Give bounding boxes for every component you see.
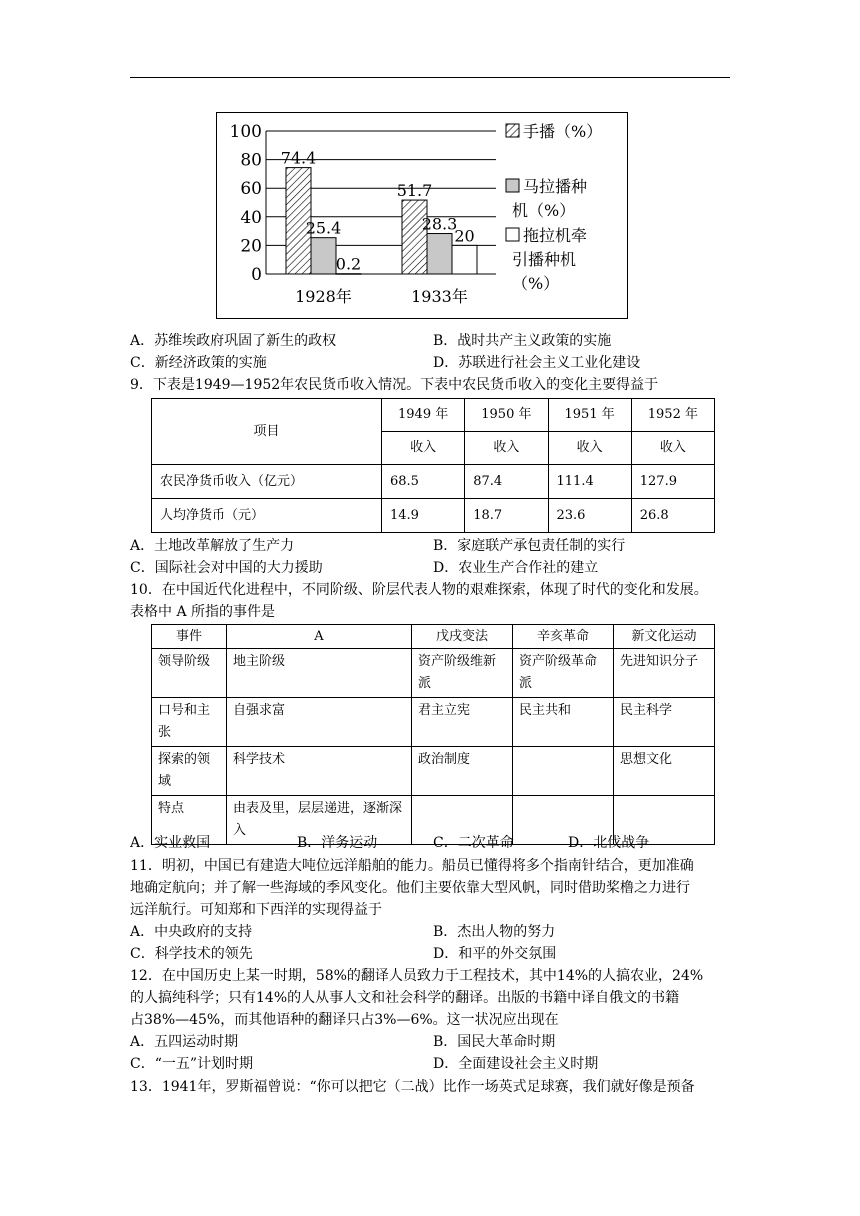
q9-option-a: A．土地改革解放了生产力 <box>130 538 295 554</box>
q9-income-table <box>151 398 715 533</box>
table-row: 特点 由表及里，层层递进，逐渐深入 <box>152 796 715 845</box>
data-label: 74.4 <box>280 148 317 168</box>
q12-option-c: C．“一五”计划时期 <box>130 1056 254 1072</box>
table-row: 探索的领域 科学技术 政治制度 思想文化 <box>152 747 715 796</box>
q8-option-c: C．新经济政策的实施 <box>130 355 267 371</box>
legend-label: 拖拉机牵 <box>523 226 588 245</box>
bar <box>402 200 427 274</box>
q11-stem-line1: 11．明初，中国已有建造大吨位远洋船舶的能力。船员已懂得将多个指南针结合，更加准确 <box>130 858 694 874</box>
q11-stem-line2: 地确定航向；并了解一些海域的季风变化。他们主要依靠大型风帆，同时借助桨橹之力进行 <box>130 880 690 896</box>
bar <box>311 238 336 274</box>
q9-option-d: D．农业生产合作社的建立 <box>433 560 599 576</box>
data-label: 25.4 <box>305 218 342 238</box>
q12-option-d: D．全面建设社会主义时期 <box>433 1056 599 1072</box>
q10-option-c: C．二次革命 <box>433 835 514 851</box>
q9-year: 1950 年 <box>465 399 548 432</box>
q9-sub: 收入 <box>631 432 714 465</box>
q10-option-d: D．北伐战争 <box>568 835 650 851</box>
table-row: 口号和主张 自强求富 君主立宪 民主共和 民主科学 <box>152 698 715 747</box>
q9-sub: 收入 <box>548 432 631 465</box>
q8-option-a: A．苏维埃政府巩固了新生的政权 <box>130 333 337 349</box>
x-tick-label: 1928年 <box>295 287 352 306</box>
q11-option-a: A．中央政府的支持 <box>130 924 253 940</box>
q12-stem-line3: 占38%—45%，而其他语种的翻译只占3%—6%。这一状况应出现在 <box>130 1012 559 1028</box>
data-label: 51.7 <box>396 181 433 201</box>
q11-option-b: B．杰出人物的努力 <box>433 924 556 940</box>
q10-stem-line1: 10．在中国近代化进程中，不同阶级、阶层代表人物的艰难探索，体现了时代的变化和发展。 <box>130 582 708 598</box>
q9-item-header: 项目 <box>152 399 382 465</box>
q10-stem-line2: 表格中 A 所指的事件是 <box>130 604 276 620</box>
top-rule <box>130 77 730 78</box>
legend-label: 引播种机 <box>512 250 577 269</box>
q10-events-table: 事件 A 戊戌变法 辛亥革命 新文化运动 领导阶级 地主阶级 资产阶级维新派 资产阶级革命派 先进知识分子 口号和主张 自强求富 君主立宪 民主共和 民主科学 探索的领域 科学技术 政治制度 思想文化 特点 由表及里，层层递进，逐渐深入 <box>151 624 715 845</box>
q12-option-a: A．五四运动时期 <box>130 1034 239 1050</box>
legend-swatch <box>506 179 519 192</box>
y-tick-label: 20 <box>240 236 262 257</box>
q12-stem-line2: 的人搞纯科学；只有14%的人从事人文和社会科学的翻译。出版的书籍中译自俄文的书籍 <box>130 990 680 1006</box>
q11-option-c: C．科学技术的领先 <box>130 946 253 962</box>
y-tick-label: 80 <box>240 150 262 171</box>
q11-stem-line3: 远洋航行。可知郑和下西洋的实现得益于 <box>130 902 382 918</box>
q11-option-d: D．和平的外交氛围 <box>433 946 557 962</box>
q12-option-b: B．国民大革命时期 <box>433 1034 556 1050</box>
y-tick-label: 60 <box>240 179 262 200</box>
q9-year: 1949 年 <box>382 399 465 432</box>
y-tick-label: 100 <box>229 122 262 142</box>
table-row: 人均净货币（元） 14.9 18.7 23.6 26.8 <box>152 499 715 533</box>
y-tick-label: 0 <box>251 265 262 285</box>
q9-stem: 9．下表是1949—1952年农民货币收入情况。下表中农民货币收入的变化主要得益于 <box>130 377 659 393</box>
legend-label: 马拉播种 <box>523 177 588 196</box>
sowing-methods-bar-chart <box>216 112 628 319</box>
legend-label: （%） <box>512 274 560 293</box>
data-label: 0.2 <box>335 254 362 274</box>
q10-option-a: A．实业救国 <box>130 835 211 851</box>
q12-stem-line1: 12．在中国历史上某一时期，58%的翻译人员致力于工程技术，其中14%的人搞农业，24% <box>130 968 704 984</box>
q8-option-b: B．战时共产主义政策的实施 <box>433 333 612 349</box>
x-tick-label: 1933年 <box>411 287 468 306</box>
legend-label: 机（%） <box>512 201 576 220</box>
q13-stem-line1: 13．1941年，罗斯福曾说：“你可以把它（二战）比作一场英式足球赛，我们就好像是预备 <box>130 1079 695 1095</box>
q8-option-d: D．苏联进行社会主义工业化建设 <box>433 355 641 371</box>
legend-swatch <box>506 228 519 241</box>
q9-sub: 收入 <box>465 432 548 465</box>
q9-year: 1951 年 <box>548 399 631 432</box>
data-label: 28.3 <box>421 214 458 234</box>
bar <box>427 234 452 274</box>
q10-option-b: B．洋务运动 <box>297 835 378 851</box>
q9-sub: 收入 <box>382 432 465 465</box>
q9-option-b: B．家庭联产承包责任制的实行 <box>433 538 626 554</box>
table-row: 农民净货币收入（亿元） 68.5 87.4 111.4 127.9 <box>152 465 715 499</box>
data-label: 20 <box>454 226 475 246</box>
q9-year: 1952 年 <box>631 399 714 432</box>
q9-option-c: C．国际社会对中国的大力援助 <box>130 560 323 576</box>
table-row: 领导阶级 地主阶级 资产阶级维新派 资产阶级革命派 先进知识分子 <box>152 649 715 698</box>
y-tick-label: 40 <box>240 207 262 228</box>
legend-swatch <box>506 124 519 137</box>
legend-label: 手播（%） <box>523 122 603 141</box>
bar <box>336 274 361 275</box>
bar <box>452 245 477 274</box>
